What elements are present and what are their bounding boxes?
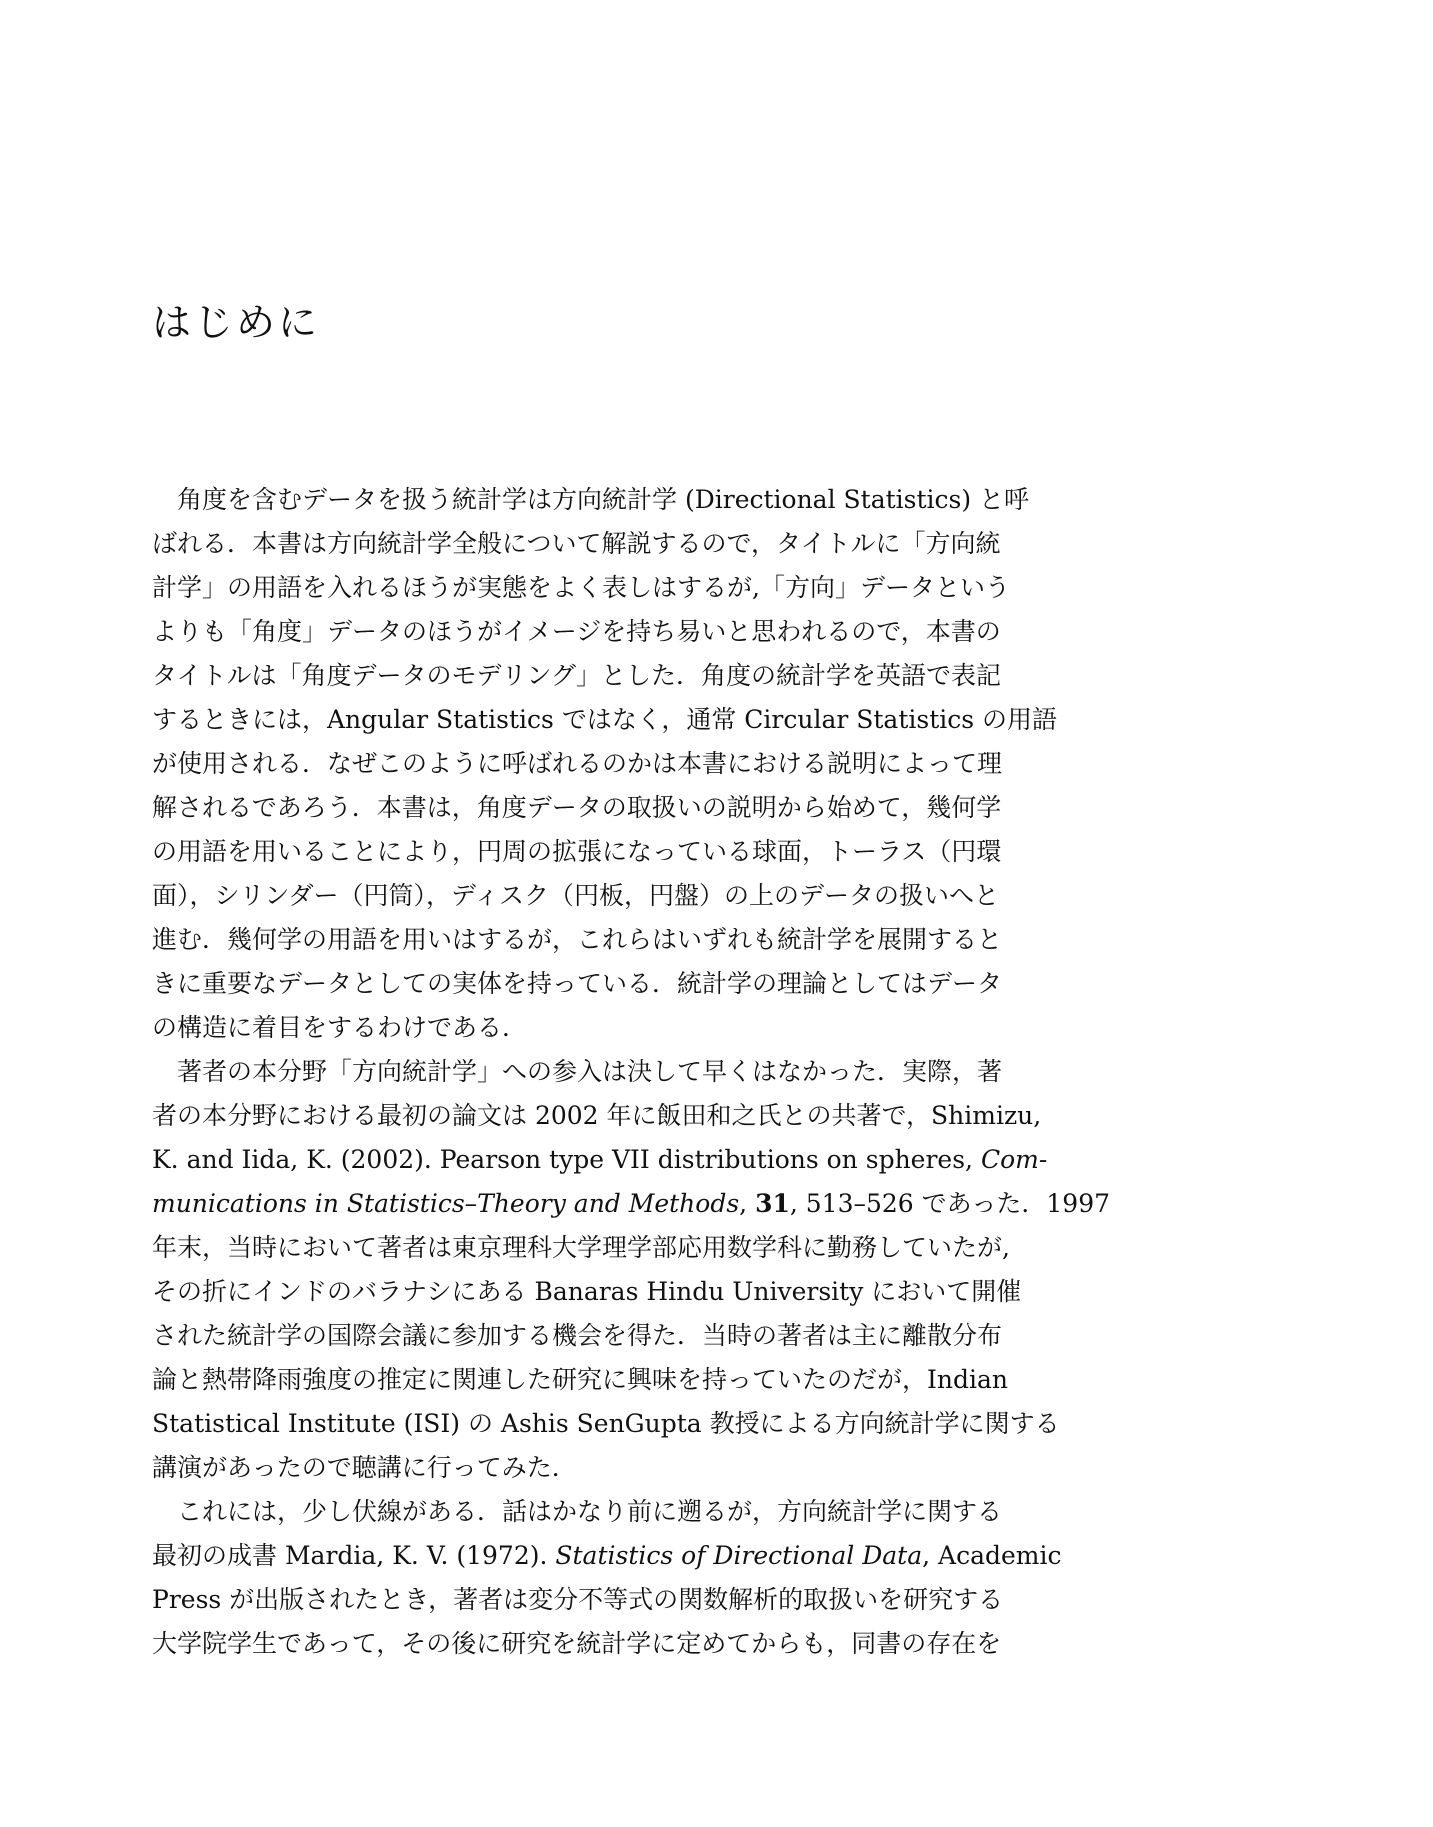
citation-line: [152, 1182, 1111, 1226]
body-text: [152, 478, 1111, 1666]
chapter-heading: はじめに: [152, 301, 321, 346]
book-title: Statistics of Directional Data: [555, 1541, 923, 1570]
text-line: 進む．幾何学の用語を用いはするが，これらはいずれも統計学を展開すると: [152, 925, 1003, 954]
paragraph-2: [152, 1050, 1111, 1490]
citation-line: [152, 1534, 1064, 1578]
text-line: 講演があったので聴講に行ってみた．: [152, 1453, 577, 1482]
text-line: これには，少し伏線がある．話はかなり前に遡るが，方向統計学に関する: [177, 1497, 1003, 1526]
document-page: [152, 0, 1111, 1827]
citation-authors: K. and Iida, K. (2002). Pearson type VII distributions on spheres,: [152, 1145, 981, 1174]
text-line: 大学院学生であって，その後に研究を統計学に定めてからも，同書の存在を: [152, 1629, 1002, 1658]
citation-publisher: , Academic: [922, 1541, 1062, 1570]
text-line: 面），シリンダー（円筒），ディスク（円板，円盤）の上のデータの扱いへと: [152, 881, 1000, 910]
text-line: タイトルは「角度データのモデリング」とした．角度の統計学を英語で表記: [152, 661, 1002, 690]
citation-authors: 最初の成書 Mardia, K. V. (1972).: [152, 1541, 556, 1570]
journal-title: Com-: [980, 1145, 1048, 1174]
text-line: よりも「角度」データのほうがイメージを持ち易いと思われるので，本書の: [152, 617, 1001, 646]
journal-title: munications in Statistics–Theory and Methods: [152, 1189, 740, 1218]
citation-line: [152, 1138, 1064, 1182]
text-line: 著者の本分野「方向統計学」への参入は決して早くはなかった．実際，著: [177, 1057, 1003, 1086]
text-line: の用語を用いることにより，円周の拡張になっている球面，トーラス（円環: [152, 837, 1002, 866]
text-line: 年末，当時において著者は東京理科大学理学部応用数学科に勤務していたが,: [152, 1233, 1010, 1262]
text-line: 者の本分野における最初の論文は 2002 年に飯田和之氏との共著で，Shimizu,: [152, 1101, 1042, 1130]
text-line: された統計学の国際会議に参加する機会を得た．当時の著者は主に離散分布: [152, 1321, 1003, 1350]
journal-volume: 31: [755, 1189, 790, 1218]
text-line: 解されるであろう．本書は，角度データの取扱いの説明から始めて，幾何学: [152, 793, 1002, 822]
text-line: 計学」の用語を入れるほうが実態をよく表しはするが,「方向」データという: [152, 573, 1010, 602]
text-line: その折にインドのバラナシにある Banaras Hindu University において開催: [152, 1277, 1022, 1306]
text-line: Press が出版されたとき，著者は変分不等式の関数解析的取扱いを研究する: [152, 1585, 1004, 1614]
text-line: が使用される．なぜこのように呼ばれるのかは本書における説明によって理: [152, 749, 1003, 778]
text-line: するときには，Angular Statistics ではなく，通常 Circular Statistics の用語: [152, 705, 1058, 734]
text-line: 角度を含むデータを扱う統計学は方向統計学 (Directional Statistics) と呼: [177, 485, 1030, 514]
paragraph-1: [152, 478, 1064, 1050]
text-line: きに重要なデータとしての実体を持っている．統計学の理論としてはデータ: [152, 969, 1003, 998]
text-line: 論と熱帯降雨強度の推定に関連した研究に興味を持っていたのだが，Indian: [152, 1365, 1008, 1394]
text-line: Statistical Institute (ISI) の Ashis SenGupta 教授による方向統計学に関する: [152, 1409, 1060, 1438]
text-line: ばれる．本書は方向統計学全般について解説するので，タイトルに「方向統: [152, 529, 1001, 558]
text-line: の構造に着目をするわけである．: [152, 1013, 528, 1042]
citation-separator: ,: [739, 1189, 756, 1218]
citation-pages: , 513–526 であった．1997: [789, 1189, 1111, 1218]
paragraph-3: [152, 1490, 1064, 1666]
